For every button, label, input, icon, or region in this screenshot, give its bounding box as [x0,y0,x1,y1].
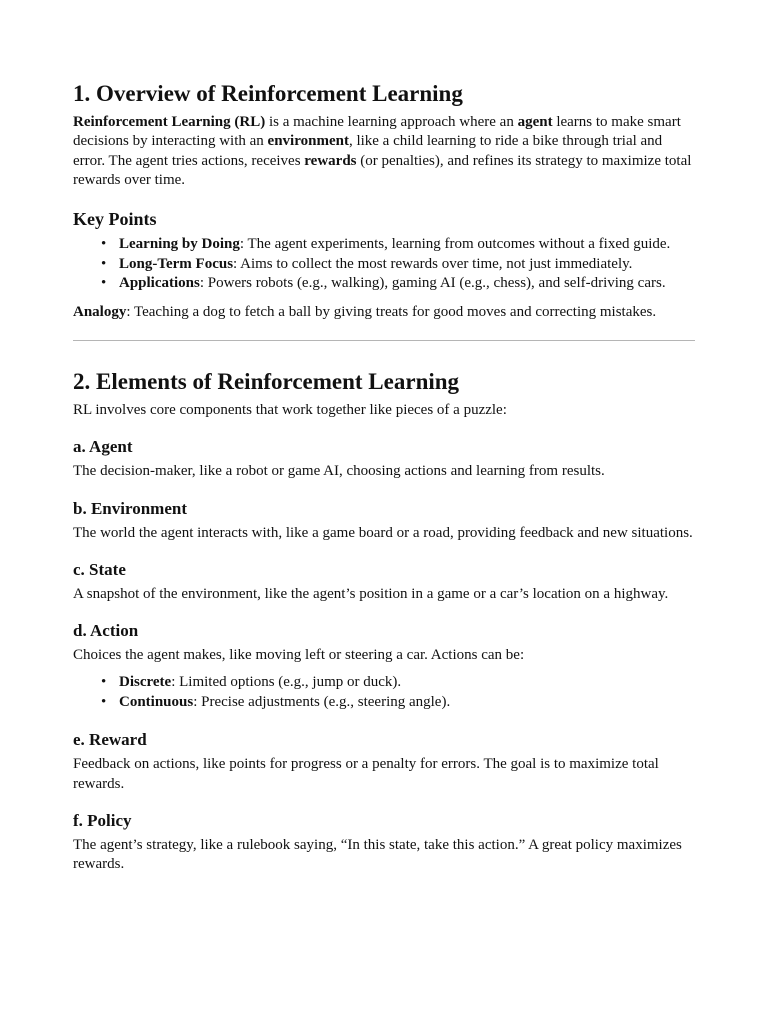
list-item: • Applications: Powers robots (e.g., walking), gaming AI (e.g., chess), and self-driving cars. [101,274,695,294]
environment-heading: b. Environment [73,498,187,518]
key-points-heading: Key Points [73,209,157,230]
policy-heading: f. Policy [73,811,132,831]
environment-text: The world the agent interacts with, like a game board or a road, providing feedback and new situations. [73,524,693,541]
key-points-list [73,235,695,294]
action-heading: d. Action [73,621,139,641]
agent-text: The decision-maker, like a robot or game AI, choosing actions and learning from results. [73,463,605,480]
reward-heading: e. Reward [73,730,147,750]
agent-heading: a. Agent [73,437,133,457]
elements-intro: RL involves core components that work together like pieces of a puzzle: [73,401,507,418]
action-types-list [73,673,695,712]
state-heading: c. State [73,559,126,579]
document-body [73,80,695,875]
section-2-title: 2. Elements of Reinforcement Learning [73,368,460,394]
reward-text: Feedback on actions, like points for progress or a penalty for errors. The goal is to maximize total rewards. [73,756,659,792]
list-item: • Long-Term Focus: Aims to collect the most rewards over time, not just immediately. [101,255,695,275]
state-text: A snapshot of the environment, like the agent’s position in a game or a car’s location on a highway. [73,585,669,602]
section-1-title: 1. Overview of Reinforcement Learning [73,81,463,106]
action-text: Choices the agent makes, like moving left or steering a car. Actions can be: [73,647,525,664]
list-item: • Continuous: Precise adjustments (e.g., steering angle). [101,693,695,713]
list-item: • Learning by Doing: The agent experiments, learning from outcomes without a fixed guide. [101,235,695,255]
list-item: • Discrete: Limited options (e.g., jump or duck). [101,673,695,693]
analogy-paragraph: Analogy: Teaching a dog to fetch a ball by giving treats for good moves and correcting mistakes. [73,303,657,320]
section-divider [73,340,695,341]
rl-intro-paragraph: Reinforcement Learning (RL) is a machine learning approach where an agent learns to make smart decisions by interacting with an environment, like a child learning to ride a bike through trial and error. The agent tries actions, receives rewards (or penalties), and refines its strategy to maximize total rewards over time. [73,114,692,188]
policy-text: The agent’s strategy, like a rulebook saying, “In this state, take this action.” A great policy maximizes rewards. [73,837,682,873]
